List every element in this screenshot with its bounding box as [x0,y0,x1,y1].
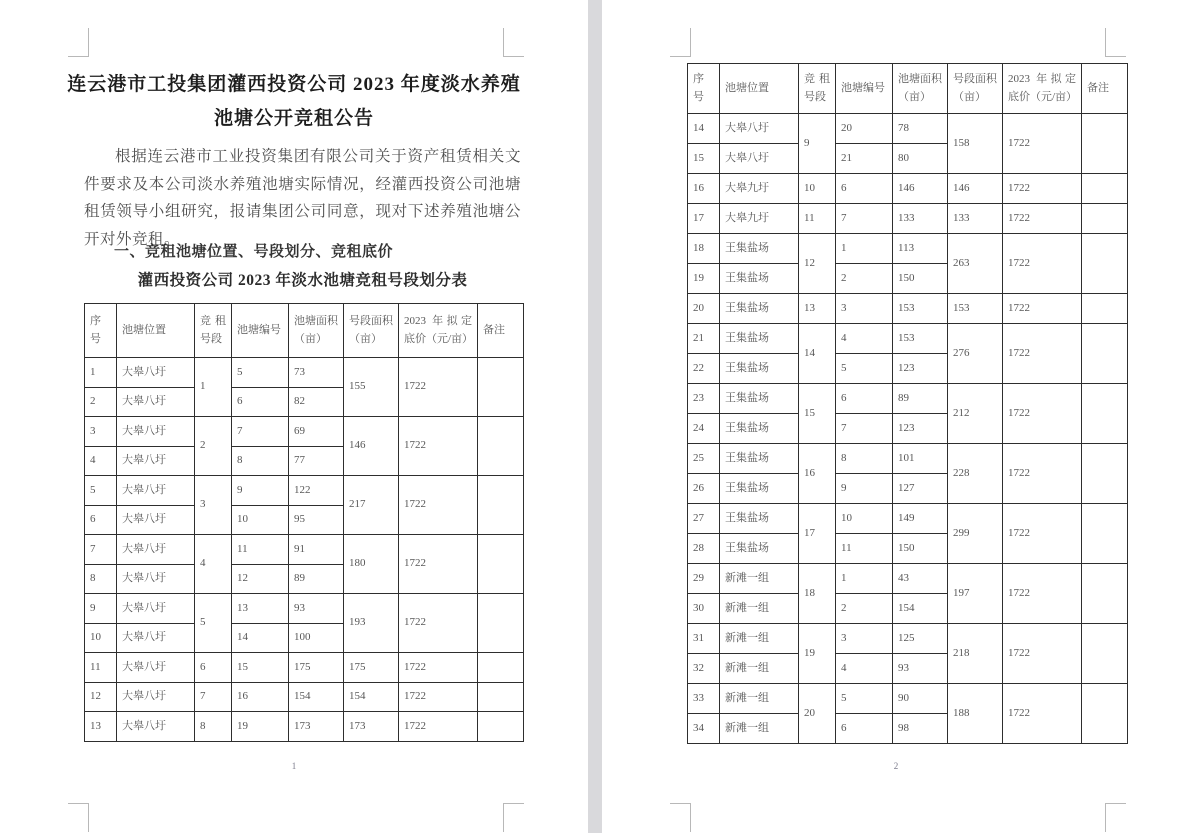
remark [1082,384,1128,444]
pond-number: 8 [836,444,893,474]
table-row [688,684,1128,714]
pond-location: 新滩一组 [720,594,799,624]
pond-number: 21 [836,144,893,174]
row-number: 11 [85,653,117,683]
pond-number: 7 [836,204,893,234]
pond-location: 大皋八圩 [117,417,195,447]
pond-location: 大皋八圩 [117,712,195,742]
pond-location: 王集盐场 [720,264,799,294]
row-number: 23 [688,384,720,414]
pond-number: 10 [232,505,289,535]
pond-location: 王集盐场 [720,414,799,444]
segment-area: 133 [948,204,1003,234]
pond-number: 1 [836,234,893,264]
pond-area: 153 [893,324,948,354]
table-row [688,114,1128,144]
pond-location: 大皋八圩 [117,387,195,417]
segment-area: 154 [344,682,399,712]
pond-area: 93 [289,594,344,624]
column-header: 序号 [688,64,720,114]
pond-location: 大皋八圩 [720,114,799,144]
pond-area: 123 [893,414,948,444]
base-price: 1722 [1003,564,1082,624]
table-row [85,653,524,683]
row-number: 15 [688,144,720,174]
segment-area: 212 [948,384,1003,444]
segment-number: 7 [195,682,232,712]
segment-area: 153 [948,294,1003,324]
pond-location: 大皋八圩 [117,476,195,506]
table-row [85,682,524,712]
table-row [85,594,524,624]
pond-number: 5 [836,354,893,384]
segment-number: 3 [195,476,232,535]
segment-area: 175 [344,653,399,683]
document-page-1 [0,0,588,833]
segment-area: 263 [948,234,1003,294]
pond-location: 大皋八圩 [117,564,195,594]
column-header: 竞租号段 [195,304,232,358]
pond-area: 100 [289,623,344,653]
pond-area: 122 [289,476,344,506]
pond-area: 125 [893,624,948,654]
segment-number: 12 [799,234,836,294]
pond-location: 大皋九圩 [720,174,799,204]
row-number: 9 [85,594,117,624]
base-price: 1722 [399,476,478,535]
crop-mark-bottom-left [68,803,89,832]
pond-area: 150 [893,264,948,294]
column-header: 备注 [1082,64,1128,114]
remark [478,476,524,535]
pond-area: 78 [893,114,948,144]
segment-area: 146 [948,174,1003,204]
crop-mark-top-left [68,28,89,57]
pond-number: 5 [232,358,289,388]
pond-location: 王集盐场 [720,444,799,474]
row-number: 18 [688,234,720,264]
segment-number: 5 [195,594,232,653]
row-number: 13 [85,712,117,742]
row-number: 32 [688,654,720,684]
pond-area: 98 [893,714,948,744]
pond-number: 3 [836,294,893,324]
table-row [688,204,1128,234]
crop-mark-top-left [670,28,691,57]
remark [478,682,524,712]
table-row [688,504,1128,534]
pond-location: 大皋八圩 [117,446,195,476]
pond-area: 127 [893,474,948,504]
base-price: 1722 [1003,294,1082,324]
column-header: 2023 年拟定底价（元/亩） [1003,64,1082,114]
pond-table-page-1 [84,303,524,742]
column-header: 池塘位置 [720,64,799,114]
remark [478,535,524,594]
pond-area: 80 [893,144,948,174]
table-row [85,712,524,742]
base-price: 1722 [1003,384,1082,444]
row-number: 17 [688,204,720,234]
pond-area: 113 [893,234,948,264]
column-header: 号段面积（亩） [344,304,399,358]
segment-number: 16 [799,444,836,504]
table-row [688,324,1128,354]
segment-number: 20 [799,684,836,744]
table-row [688,174,1128,204]
column-header: 竞租号段 [799,64,836,114]
document-title [40,68,548,136]
pond-table-page-2 [687,63,1128,744]
row-number: 34 [688,714,720,744]
page-gap-divider [588,0,602,833]
base-price: 1722 [1003,204,1082,234]
row-number: 21 [688,324,720,354]
row-number: 27 [688,504,720,534]
pond-location: 大皋八圩 [117,653,195,683]
row-number: 33 [688,684,720,714]
remark [1082,294,1128,324]
row-number: 14 [688,114,720,144]
segment-number: 18 [799,564,836,624]
column-header: 号段面积（亩） [948,64,1003,114]
segment-number: 9 [799,114,836,174]
pond-area: 89 [289,564,344,594]
pond-number: 10 [836,504,893,534]
base-price: 1722 [399,594,478,653]
pond-location: 王集盐场 [720,294,799,324]
segment-area: 173 [344,712,399,742]
remark [1082,504,1128,564]
row-number: 4 [85,446,117,476]
base-price: 1722 [399,535,478,594]
base-price: 1722 [1003,174,1082,204]
segment-area: 155 [344,358,399,417]
header-row [688,64,1128,114]
pond-area: 43 [893,564,948,594]
table-row [85,417,524,447]
pond-location: 新滩一组 [720,654,799,684]
pond-location: 王集盐场 [720,324,799,354]
pond-number: 11 [836,534,893,564]
row-number: 10 [85,623,117,653]
row-number: 5 [85,476,117,506]
row-number: 24 [688,414,720,444]
row-number: 28 [688,534,720,564]
pond-area: 146 [893,174,948,204]
pond-location: 大皋九圩 [720,204,799,234]
pond-number: 9 [836,474,893,504]
remark [1082,324,1128,384]
pond-area: 69 [289,417,344,447]
segment-number: 1 [195,358,232,417]
remark [1082,444,1128,504]
segment-number: 11 [799,204,836,234]
table-row [688,444,1128,474]
base-price: 1722 [399,712,478,742]
table-row [688,384,1128,414]
pond-location: 大皋八圩 [720,144,799,174]
crop-mark-bottom-left [670,803,691,832]
pond-area: 175 [289,653,344,683]
crop-mark-top-right [1105,28,1126,57]
pond-area: 82 [289,387,344,417]
pond-number: 8 [232,446,289,476]
pond-location: 王集盐场 [720,354,799,384]
segment-number: 8 [195,712,232,742]
column-header: 2023 年拟定底价（元/亩） [399,304,478,358]
crop-mark-bottom-right [503,803,524,832]
pond-location: 大皋八圩 [117,682,195,712]
remark [1082,624,1128,684]
row-number: 20 [688,294,720,324]
pond-number: 3 [836,624,893,654]
pond-number: 16 [232,682,289,712]
pond-area: 93 [893,654,948,684]
segment-number: 19 [799,624,836,684]
row-number: 30 [688,594,720,624]
pond-number: 4 [836,324,893,354]
segment-number: 2 [195,417,232,476]
pond-number: 6 [232,387,289,417]
pond-area: 73 [289,358,344,388]
remark [1082,564,1128,624]
row-number: 16 [688,174,720,204]
pond-area: 91 [289,535,344,565]
pond-area: 154 [893,594,948,624]
column-header: 池塘编号 [232,304,289,358]
pond-number: 15 [232,653,289,683]
row-number: 3 [85,417,117,447]
table-row [85,476,524,506]
remark [478,417,524,476]
table-row [688,234,1128,264]
pond-number: 9 [232,476,289,506]
segment-number: 14 [799,324,836,384]
table-row [688,564,1128,594]
pond-area: 173 [289,712,344,742]
pond-area: 89 [893,384,948,414]
pond-number: 4 [836,654,893,684]
remark [478,712,524,742]
column-header: 池塘位置 [117,304,195,358]
row-number: 29 [688,564,720,594]
segment-area: 146 [344,417,399,476]
column-header: 池塘面积（亩） [289,304,344,358]
base-price: 1722 [1003,234,1082,294]
remark [478,594,524,653]
crop-mark-top-right [503,28,524,57]
pond-area: 101 [893,444,948,474]
pond-location: 王集盐场 [720,534,799,564]
pond-area: 153 [893,294,948,324]
pond-location: 新滩一组 [720,714,799,744]
segment-area: 197 [948,564,1003,624]
segment-area: 276 [948,324,1003,384]
table-row [688,294,1128,324]
page-number: 2 [893,761,899,771]
pond-number: 7 [232,417,289,447]
base-price: 1722 [399,417,478,476]
pond-number: 6 [836,384,893,414]
row-number: 7 [85,535,117,565]
row-number: 8 [85,564,117,594]
pond-number: 7 [836,414,893,444]
table-title: 灌西投资公司 2023 年淡水池塘竞租号段划分表 [137,272,468,289]
pond-area: 154 [289,682,344,712]
remark [1082,174,1128,204]
base-price: 1722 [399,358,478,417]
pond-location: 王集盐场 [720,234,799,264]
header-row [85,304,524,358]
pond-location: 大皋八圩 [117,535,195,565]
pond-area: 77 [289,446,344,476]
pond-number: 2 [836,264,893,294]
pond-location: 王集盐场 [720,384,799,414]
remark [478,358,524,417]
segment-area: 158 [948,114,1003,174]
row-number: 26 [688,474,720,504]
segment-area: 217 [344,476,399,535]
pond-number: 12 [232,564,289,594]
column-header: 备注 [478,304,524,358]
document-title-line2: 池塘公开竞租公告 [213,108,374,129]
pond-number: 20 [836,114,893,144]
segment-area: 218 [948,624,1003,684]
segment-area: 180 [344,535,399,594]
pond-location: 大皋八圩 [117,505,195,535]
base-price: 1722 [399,682,478,712]
pond-location: 大皋八圩 [117,594,195,624]
pond-location: 新滩一组 [720,564,799,594]
pond-area: 90 [893,684,948,714]
pond-area: 95 [289,505,344,535]
pond-number: 19 [232,712,289,742]
pond-area: 149 [893,504,948,534]
segment-area: 299 [948,504,1003,564]
pond-number: 6 [836,714,893,744]
base-price: 1722 [1003,444,1082,504]
document-page-2 [602,0,1190,833]
row-number: 2 [85,387,117,417]
row-number: 1 [85,358,117,388]
segment-number: 15 [799,384,836,444]
pond-location: 王集盐场 [720,474,799,504]
row-number: 19 [688,264,720,294]
table-row [85,535,524,565]
pond-area: 150 [893,534,948,564]
base-price: 1722 [1003,684,1082,744]
column-header: 池塘面积（亩） [893,64,948,114]
pond-number: 1 [836,564,893,594]
pond-location: 王集盐场 [720,504,799,534]
pond-location: 新滩一组 [720,624,799,654]
pond-number: 6 [836,174,893,204]
pond-location: 大皋八圩 [117,623,195,653]
table-row [688,624,1128,654]
pond-area: 133 [893,204,948,234]
pond-area: 123 [893,354,948,384]
base-price: 1722 [1003,114,1082,174]
segment-area: 193 [344,594,399,653]
document-title-line1: 连云港市工投集团灌西投资公司 2023 年度淡水养殖 [67,74,521,95]
column-header: 序号 [85,304,117,358]
base-price: 1722 [1003,624,1082,684]
segment-number: 17 [799,504,836,564]
section-heading: 一、竞租池塘位置、号段划分、竞租底价 [114,244,394,260]
base-price: 1722 [399,653,478,683]
row-number: 31 [688,624,720,654]
row-number: 25 [688,444,720,474]
segment-number: 6 [195,653,232,683]
pond-number: 2 [836,594,893,624]
remark [1082,234,1128,294]
remark [1082,684,1128,744]
segment-area: 228 [948,444,1003,504]
pond-number: 13 [232,594,289,624]
row-number: 12 [85,682,117,712]
segment-number: 10 [799,174,836,204]
base-price: 1722 [1003,324,1082,384]
base-price: 1722 [1003,504,1082,564]
row-number: 6 [85,505,117,535]
table-row [85,358,524,388]
page-number: 1 [291,761,297,771]
segment-number: 13 [799,294,836,324]
crop-mark-bottom-right [1105,803,1126,832]
intro-paragraph: 根据连云港市工业投资集团有限公司关于资产租赁相关文件要求及本公司淡水养殖池塘实际情况，经灌西投资公司池塘租赁领导小组研究，报请集团公司同意，现对下述养殖池塘公开对外竞租。 [84,148,521,248]
pond-location: 大皋八圩 [117,358,195,388]
remark [1082,204,1128,234]
pond-number: 14 [232,623,289,653]
pond-number: 11 [232,535,289,565]
remark [478,653,524,683]
segment-area: 188 [948,684,1003,744]
segment-number: 4 [195,535,232,594]
remark [1082,114,1128,174]
pond-number: 5 [836,684,893,714]
column-header: 池塘编号 [836,64,893,114]
row-number: 22 [688,354,720,384]
pond-location: 新滩一组 [720,684,799,714]
